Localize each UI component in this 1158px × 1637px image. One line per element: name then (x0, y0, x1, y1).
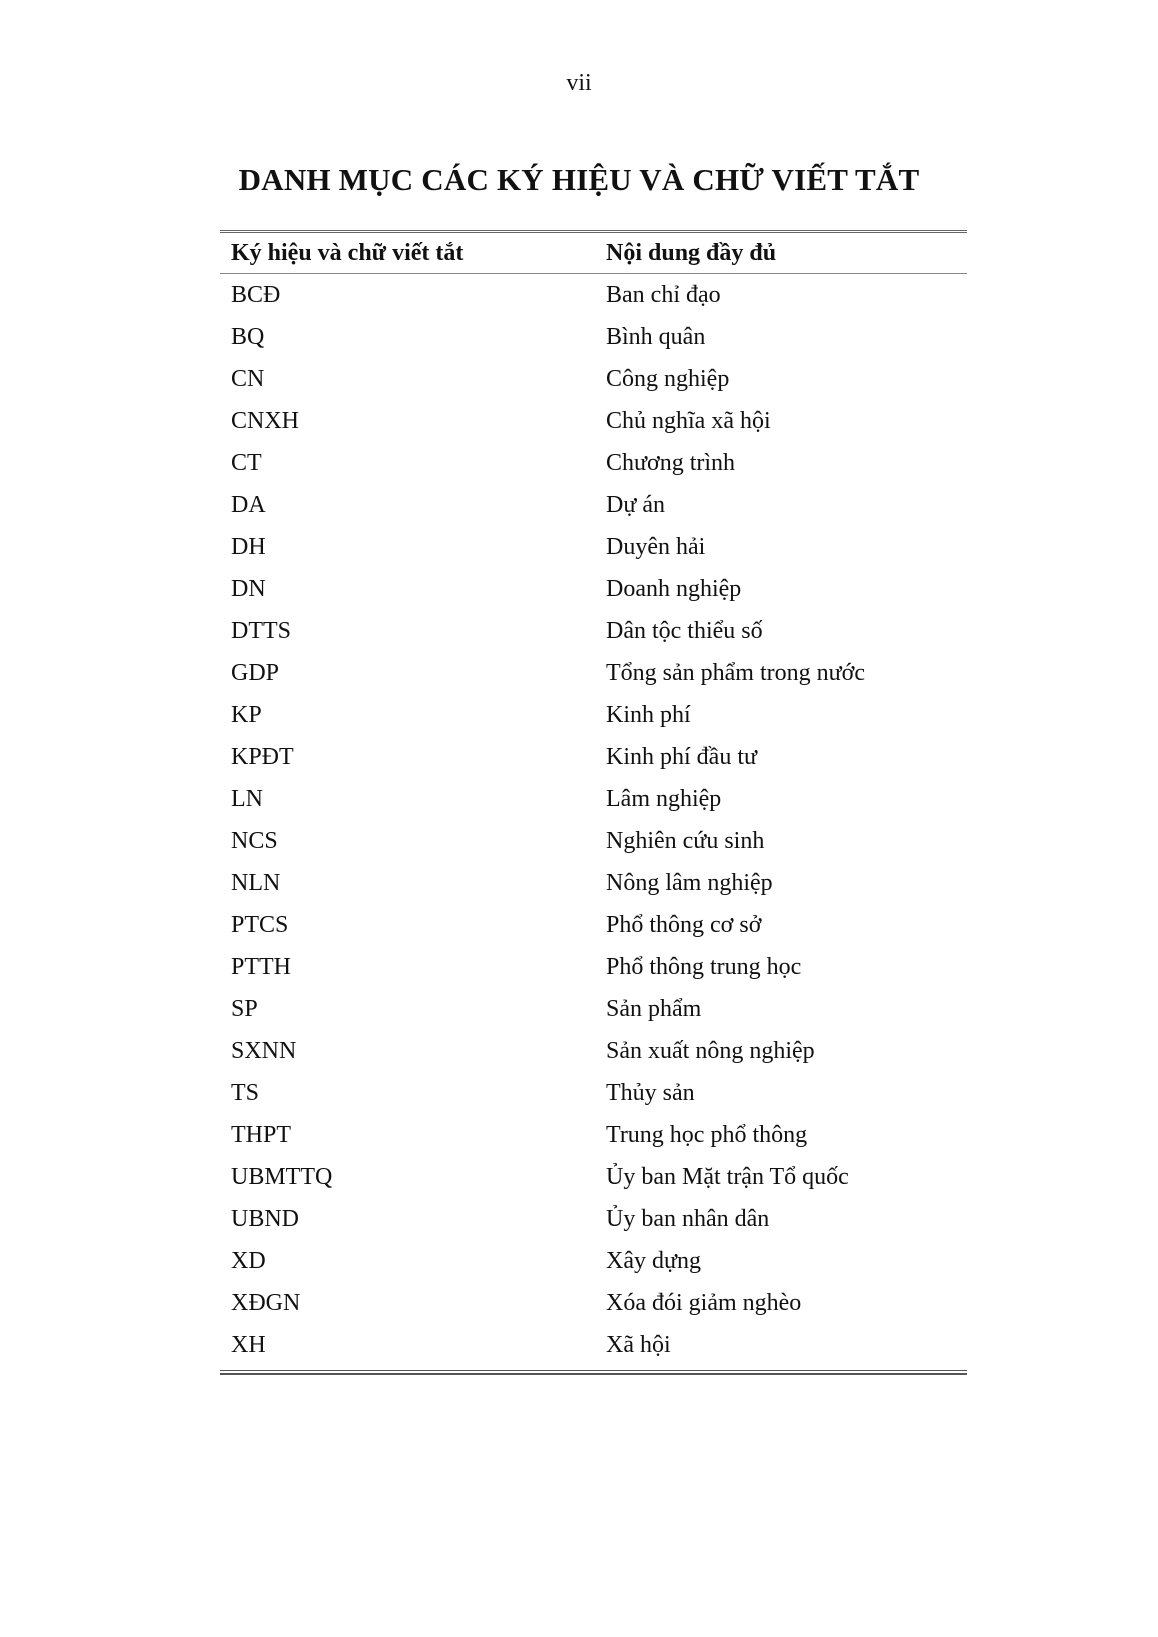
full-content-cell: Sản phẩm (606, 995, 702, 1022)
table-row (220, 1324, 967, 1366)
table-row (220, 1072, 967, 1114)
full-content-cell: Ủy ban nhân dân (606, 1205, 770, 1232)
abbreviation-cell: BQ (231, 323, 265, 350)
abbreviation-cell: DN (231, 575, 266, 602)
table-row (220, 400, 967, 442)
table-row (220, 988, 967, 1030)
abbreviation-cell: XH (231, 1331, 266, 1358)
abbreviation-cell: DH (231, 533, 266, 560)
full-content-cell: Nghiên cứu sinh (606, 827, 765, 854)
table-row (220, 904, 967, 946)
table-bottom-rule (220, 1370, 967, 1375)
abbreviation-cell: NLN (231, 869, 281, 896)
abbreviation-cell: KPĐT (231, 743, 294, 770)
full-content-cell: Thủy sản (606, 1079, 695, 1106)
abbreviation-cell: PTTH (231, 953, 291, 980)
full-content-cell: Duyên hải (606, 533, 706, 560)
table-row (220, 946, 967, 988)
full-content-cell: Nông lâm nghiệp (606, 869, 773, 896)
full-content-cell: Ban chỉ đạo (606, 281, 721, 308)
abbreviation-cell: KP (231, 701, 262, 728)
full-content-cell: Xã hội (606, 1331, 671, 1358)
full-content-cell: Xây dựng (606, 1247, 701, 1274)
full-content-cell: Dự án (606, 491, 665, 518)
full-content-cell: Sản xuất nông nghiệp (606, 1037, 815, 1064)
table-row (220, 1240, 967, 1282)
header-abbreviation: Ký hiệu và chữ viết tắt (231, 239, 464, 266)
table-row (220, 736, 967, 778)
page-number: vii (566, 70, 592, 96)
full-content-cell: Tổng sản phẩm trong nước (606, 659, 865, 686)
table-header-row (220, 233, 967, 274)
header-full-content: Nội dung đầy đủ (606, 239, 777, 266)
table-row (220, 484, 967, 526)
full-content-cell: Ủy ban Mặt trận Tổ quốc (606, 1163, 849, 1190)
table-row (220, 610, 967, 652)
full-content-cell: Dân tộc thiểu số (606, 617, 763, 644)
table-row (220, 358, 967, 400)
abbreviations-table (220, 230, 967, 1375)
full-content-cell: Bình quân (606, 323, 706, 350)
table-row (220, 442, 967, 484)
abbreviation-cell: UBMTTQ (231, 1163, 333, 1190)
page-title: DANH MỤC CÁC KÝ HIỆU VÀ CHỮ VIẾT TẮT (238, 162, 920, 197)
table-row (220, 274, 967, 316)
abbreviation-cell: TS (231, 1079, 260, 1106)
abbreviation-cell: CNXH (231, 407, 300, 434)
abbreviation-cell: THPT (231, 1121, 291, 1148)
table-row (220, 862, 967, 904)
full-content-cell: Kinh phí (606, 701, 691, 728)
abbreviation-cell: CT (231, 449, 262, 476)
table-row (220, 568, 967, 610)
full-content-cell: Phổ thông trung học (606, 953, 802, 980)
abbreviation-cell: UBND (231, 1205, 300, 1232)
abbreviation-cell: SXNN (231, 1037, 297, 1064)
full-content-cell: Kinh phí đầu tư (606, 743, 757, 770)
abbreviation-cell: CN (231, 365, 265, 392)
full-content-cell: Chương trình (606, 449, 736, 476)
full-content-cell: Lâm nghiệp (606, 785, 722, 812)
full-content-cell: Xóa đói giảm nghèo (606, 1289, 802, 1316)
table-row (220, 820, 967, 862)
table-row (220, 778, 967, 820)
abbreviation-cell: SP (231, 995, 258, 1022)
abbreviation-cell: BCĐ (231, 281, 281, 308)
abbreviation-cell: NCS (231, 827, 278, 854)
table-row (220, 1114, 967, 1156)
table-row (220, 1030, 967, 1072)
full-content-cell: Doanh nghiệp (606, 575, 742, 602)
abbreviation-cell: XD (231, 1247, 266, 1274)
abbreviation-cell: DTTS (231, 617, 291, 644)
table-row (220, 1282, 967, 1324)
table-body (220, 274, 967, 1366)
table-row (220, 652, 967, 694)
abbreviation-cell: XĐGN (231, 1289, 301, 1316)
abbreviation-cell: DA (231, 491, 266, 518)
full-content-cell: Công nghiệp (606, 365, 730, 392)
table-row (220, 1198, 967, 1240)
table-row (220, 694, 967, 736)
table-row (220, 1156, 967, 1198)
full-content-cell: Chủ nghĩa xã hội (606, 407, 771, 434)
table-row (220, 526, 967, 568)
table-row (220, 316, 967, 358)
abbreviation-cell: GDP (231, 659, 280, 686)
full-content-cell: Trung học phổ thông (606, 1121, 808, 1148)
abbreviation-cell: PTCS (231, 911, 289, 938)
abbreviation-cell: LN (231, 785, 263, 812)
full-content-cell: Phổ thông cơ sở (606, 911, 762, 938)
